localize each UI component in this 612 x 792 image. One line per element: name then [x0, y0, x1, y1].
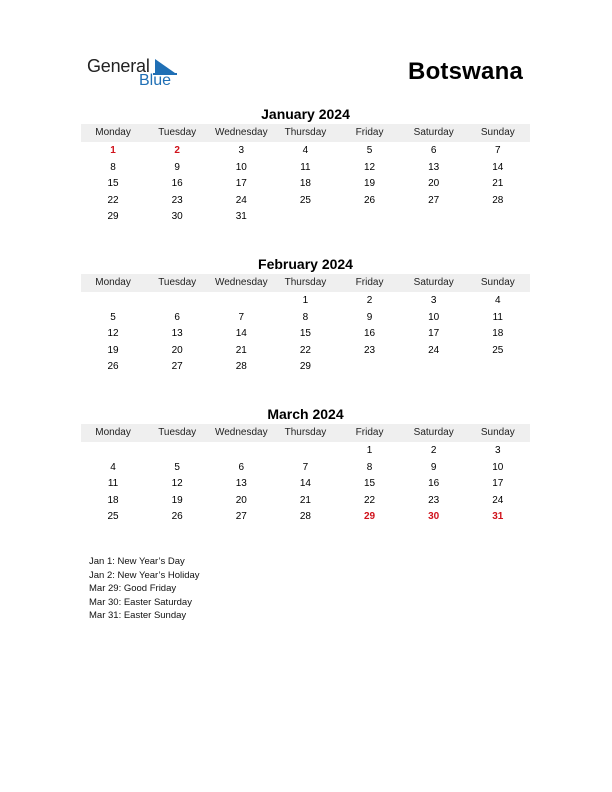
day-cell: 7 [302, 461, 309, 473]
day-cell: 4 [302, 145, 309, 156]
day-cell: 28 [492, 194, 504, 206]
weekday-label: Sunday [480, 277, 515, 288]
month-calendar [81, 106, 530, 226]
weekday-label: Saturday [413, 127, 454, 138]
holiday-list-item: Mar 29: Good Friday [89, 583, 177, 594]
day-cell: 26 [107, 361, 119, 372]
day-cell: 3 [495, 445, 501, 456]
week-row [81, 343, 530, 360]
day-cell: 21 [299, 494, 311, 506]
weekday-label: Thursday [284, 277, 327, 288]
empty-day-cell [466, 359, 530, 376]
day-cell: 12 [171, 478, 183, 489]
holiday-list [89, 555, 200, 623]
day-cell: 15 [107, 178, 119, 189]
week-row [81, 443, 530, 460]
day-cell: 14 [492, 161, 504, 173]
day-cell: 30 [171, 211, 183, 222]
holiday-list-item: Mar 31: Easter Sunday [89, 610, 187, 621]
weekday-label: Friday [355, 127, 384, 138]
day-cell: 22 [364, 494, 376, 506]
day-cell: 29 [107, 211, 119, 222]
day-cell: 17 [428, 328, 440, 339]
weekday-label: Friday [355, 427, 384, 438]
day-cell: 24 [235, 194, 247, 206]
day-cell: 21 [235, 344, 247, 356]
weekday-label: Wednesday [214, 427, 268, 438]
empty-day-cell [81, 443, 145, 460]
weekday-label: Saturday [413, 427, 454, 438]
holiday-list-item: Jan 1: New Year’s Day [89, 556, 185, 567]
day-cell: 22 [107, 194, 119, 206]
month-title: February 2024 [258, 256, 353, 272]
weekday-header [81, 274, 530, 292]
day-cell: 25 [299, 194, 311, 206]
empty-day-cell [402, 359, 466, 376]
week-row [81, 326, 530, 343]
day-cell: 13 [171, 328, 183, 339]
day-cell: 2 [174, 145, 180, 156]
week-row [81, 193, 530, 210]
day-cell: 17 [235, 178, 247, 189]
empty-day-cell [145, 443, 209, 460]
day-cell: 20 [235, 494, 247, 506]
day-cell: 1 [302, 295, 309, 306]
day-cell: 7 [495, 145, 501, 156]
empty-day-cell [466, 209, 530, 226]
day-cell: 14 [235, 328, 247, 339]
day-cell: 9 [430, 461, 437, 473]
day-cell: 20 [428, 178, 440, 189]
weekday-label: Wednesday [214, 277, 268, 288]
empty-day-cell [209, 443, 273, 460]
day-cell: 16 [364, 328, 376, 339]
week-row [81, 209, 530, 226]
empty-day-cell [209, 293, 273, 310]
weekday-label: Sunday [480, 127, 515, 138]
empty-day-cell [81, 293, 145, 310]
day-cell: 24 [428, 344, 440, 356]
day-cell: 3 [430, 295, 437, 306]
holiday-list-item: Jan 2: New Year’s Holiday [89, 569, 200, 581]
day-cell: 1 [110, 145, 116, 156]
day-cell: 23 [364, 344, 376, 356]
day-cell: 18 [107, 494, 119, 506]
day-cell: 20 [171, 344, 183, 356]
day-cell: 13 [428, 161, 440, 173]
day-cell: 11 [492, 311, 503, 323]
day-cell: 21 [492, 178, 504, 189]
weekday-label: Monday [95, 127, 131, 138]
day-cell: 9 [366, 311, 373, 323]
day-cell: 12 [107, 328, 119, 339]
calendar-grid [81, 142, 530, 226]
empty-day-cell [338, 359, 402, 376]
day-cell: 25 [107, 511, 119, 522]
weekday-label: Tuesday [158, 277, 197, 288]
day-cell: 8 [302, 311, 309, 323]
day-cell: 17 [492, 478, 504, 489]
day-cell: 12 [364, 161, 376, 173]
weekday-label: Tuesday [158, 127, 197, 138]
week-row [81, 460, 530, 477]
day-cell: 2 [430, 445, 437, 456]
day-cell: 25 [492, 344, 504, 356]
week-row [81, 310, 530, 327]
day-cell: 29 [299, 361, 311, 372]
weekday-label: Saturday [413, 277, 454, 288]
calendar-grid [81, 442, 530, 526]
day-cell: 5 [174, 461, 180, 473]
day-cell: 11 [300, 161, 311, 173]
month-title: March 2024 [267, 406, 344, 422]
empty-day-cell [145, 293, 209, 310]
week-row [81, 359, 530, 376]
day-cell: 26 [364, 194, 376, 206]
day-cell: 23 [171, 194, 183, 206]
month-calendar [81, 406, 530, 526]
day-cell: 28 [235, 361, 247, 372]
week-row [81, 160, 530, 177]
weekday-label: Friday [355, 277, 384, 288]
day-cell: 8 [366, 461, 373, 473]
day-cell: 15 [299, 328, 311, 339]
day-cell: 27 [171, 361, 183, 372]
day-cell: 8 [110, 161, 116, 173]
empty-day-cell [402, 209, 466, 226]
weekday-label: Thursday [284, 127, 327, 138]
week-row [81, 293, 530, 310]
week-row [81, 143, 530, 160]
day-cell: 29 [364, 511, 376, 522]
day-cell: 10 [428, 311, 440, 323]
day-cell: 28 [299, 511, 311, 522]
day-cell: 13 [235, 478, 247, 489]
day-cell: 10 [492, 461, 504, 473]
weekday-label: Monday [95, 427, 131, 438]
day-cell: 10 [235, 161, 247, 173]
weekday-label: Monday [95, 277, 131, 288]
day-cell: 4 [110, 461, 116, 473]
day-cell: 19 [364, 178, 376, 189]
empty-day-cell [273, 209, 337, 226]
week-row [81, 493, 530, 510]
day-cell: 23 [428, 494, 440, 506]
day-cell: 26 [171, 511, 183, 522]
day-cell: 1 [366, 445, 373, 456]
day-cell: 18 [299, 178, 311, 189]
day-cell: 27 [235, 511, 247, 522]
day-cell: 31 [235, 211, 247, 222]
day-cell: 27 [428, 194, 440, 206]
day-cell: 16 [171, 178, 183, 189]
weekday-label: Tuesday [158, 427, 197, 438]
month-calendar [81, 256, 530, 376]
week-row [81, 176, 530, 193]
day-cell: 19 [171, 494, 183, 506]
day-cell: 3 [238, 145, 245, 156]
weekday-label: Wednesday [214, 127, 268, 138]
day-cell: 14 [299, 478, 311, 489]
day-cell: 5 [366, 145, 373, 156]
day-cell: 16 [428, 478, 440, 489]
day-cell: 4 [495, 295, 501, 306]
day-cell: 18 [492, 328, 504, 339]
logo-text-blue: Blue [139, 72, 172, 89]
day-cell: 24 [492, 494, 504, 506]
week-row [81, 476, 530, 493]
empty-day-cell [273, 443, 337, 460]
logo-text-general: General [87, 56, 150, 76]
day-cell: 11 [107, 478, 119, 489]
day-cell: 19 [107, 344, 119, 356]
weekday-header [81, 424, 530, 442]
day-cell: 30 [428, 511, 440, 522]
empty-day-cell [338, 209, 402, 226]
day-cell: 31 [492, 511, 504, 522]
week-row [81, 509, 530, 526]
day-cell: 7 [238, 311, 245, 323]
day-cell: 15 [364, 478, 376, 489]
day-cell: 9 [174, 161, 180, 173]
weekday-header [81, 124, 530, 142]
logo [87, 56, 187, 92]
weekday-label: Thursday [284, 427, 327, 438]
day-cell: 22 [299, 344, 311, 356]
country-title: Botswana [408, 58, 523, 85]
holiday-list-item: Mar 30: Easter Saturday [89, 596, 192, 608]
day-cell: 5 [110, 311, 116, 323]
day-cell: 2 [366, 295, 373, 306]
calendar-grid [81, 292, 530, 376]
day-cell: 6 [430, 145, 437, 156]
day-cell: 6 [238, 461, 245, 473]
day-cell: 6 [174, 311, 180, 323]
weekday-label: Sunday [480, 427, 515, 438]
month-title: January 2024 [261, 106, 350, 122]
